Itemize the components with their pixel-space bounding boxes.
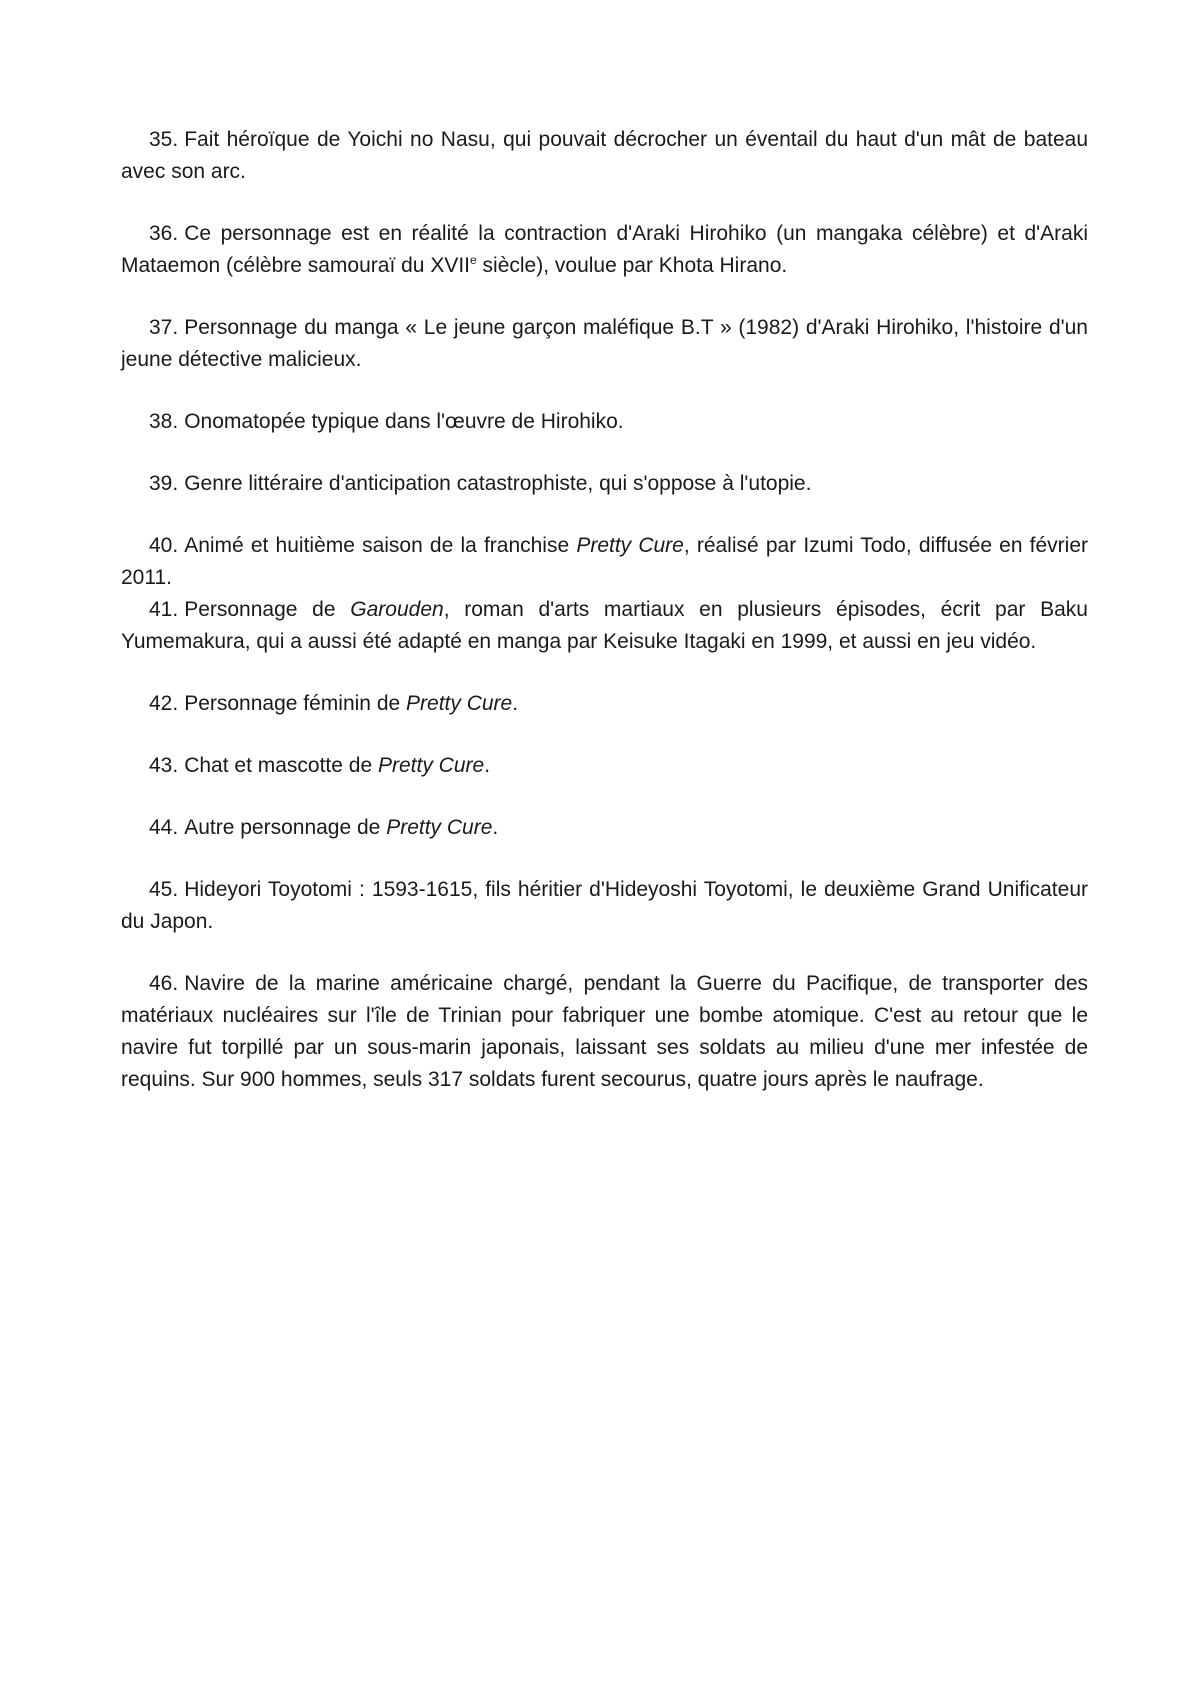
footnote-45 [121,874,1088,938]
footnote-43 [121,750,1088,782]
footnote-number: 44. [149,816,179,839]
footnote-text: Onomatopée typique dans l'œuvre de Hirohiko. [184,410,624,433]
footnote-number: 42. [149,692,179,715]
superscript-text: e [470,253,477,267]
footnote-number: 45. [149,878,179,901]
italic-title: Garouden [350,598,444,621]
footnote-38 [121,406,1088,438]
footnote-text: . [484,754,491,777]
footnote-text: . [512,692,519,715]
footnote-number: 46. [149,972,179,995]
footnote-41 [121,594,1088,658]
footnote-text: Autre personnage de [184,816,387,839]
footnote-text: Hideyori Toyotomi : 1593-1615, fils héritier d'Hideyoshi Toyotomi, le deuxième Grand Unificateur du Japon. [121,878,1088,933]
footnote-number: 39. [149,472,179,495]
footnote-text: Navire de la marine américaine chargé, pendant la Guerre du Pacifique, de transporter des matériaux nucléaires sur l'île de Trinian pour fabriquer une bombe atomique. C'est au retour que le navire fut torpillé par un sous-marin japonais, laissant ses soldats au milieu d'une mer infestée de requins. Sur 900 hommes, seuls 317 soldats furent secourus, quatre jours après le naufrage. [121,972,1088,1091]
footnote-number: 35. [149,128,179,151]
footnotes-list [121,124,1088,1126]
footnote-39 [121,468,1088,500]
footnote-number: 40. [149,534,179,557]
footnote-text: Personnage féminin de [184,692,407,715]
italic-title: Pretty Cure [406,692,513,715]
footnote-text: Animé et huitième saison de la franchise [184,534,577,557]
footnote-40 [121,530,1088,594]
footnote-number: 36. [149,222,179,245]
footnote-text: Genre littéraire d'anticipation catastrophiste, qui s'oppose à l'utopie. [184,472,812,495]
footnote-text: , roman d'arts martiaux en plusieurs épisodes, écrit par Baku Yumemakura, qui a aussi été adapté en manga par Keisuke Itagaki en 1999, et aussi en jeu vidéo. [121,598,1088,653]
italic-title: Pretty Cure [576,534,684,557]
italic-title: Pretty Cure [386,816,493,839]
footnote-text: . [492,816,499,839]
italic-title: Pretty Cure [377,754,485,777]
footnote-text: Chat et mascotte de [184,754,378,777]
footnote-number: 43. [149,754,179,777]
footnote-46 [121,968,1088,1096]
footnote-text: Ce personnage est en réalité la contraction d'Araki Hirohiko (un mangaka célèbre) et d'Araki Mataemon (célèbre samouraï du XVII [121,222,1088,277]
footnote-number: 41. [149,598,179,621]
footnote-35 [121,124,1088,188]
footnote-44 [121,812,1088,844]
footnote-text: Fait héroïque de Yoichi no Nasu, qui pouvait décrocher un éventail du haut d'un mât de bateau avec son arc. [121,128,1088,183]
footnote-text: Personnage de [184,598,351,621]
footnote-number: 37. [149,316,179,339]
footnote-text: , réalisé par Izumi Todo, diffusée en février 2011. [121,534,1089,589]
footnote-42 [121,688,1088,720]
footnote-number: 38. [149,410,179,433]
footnote-37 [121,312,1088,376]
footnote-text: siècle), voulue par Khota Hirano. [476,254,788,277]
footnote-text: Personnage du manga « Le jeune garçon maléfique B.T » (1982) d'Araki Hirohiko, l'histoire d'un jeune détective malicieux. [121,316,1088,371]
footnote-36 [121,218,1088,282]
